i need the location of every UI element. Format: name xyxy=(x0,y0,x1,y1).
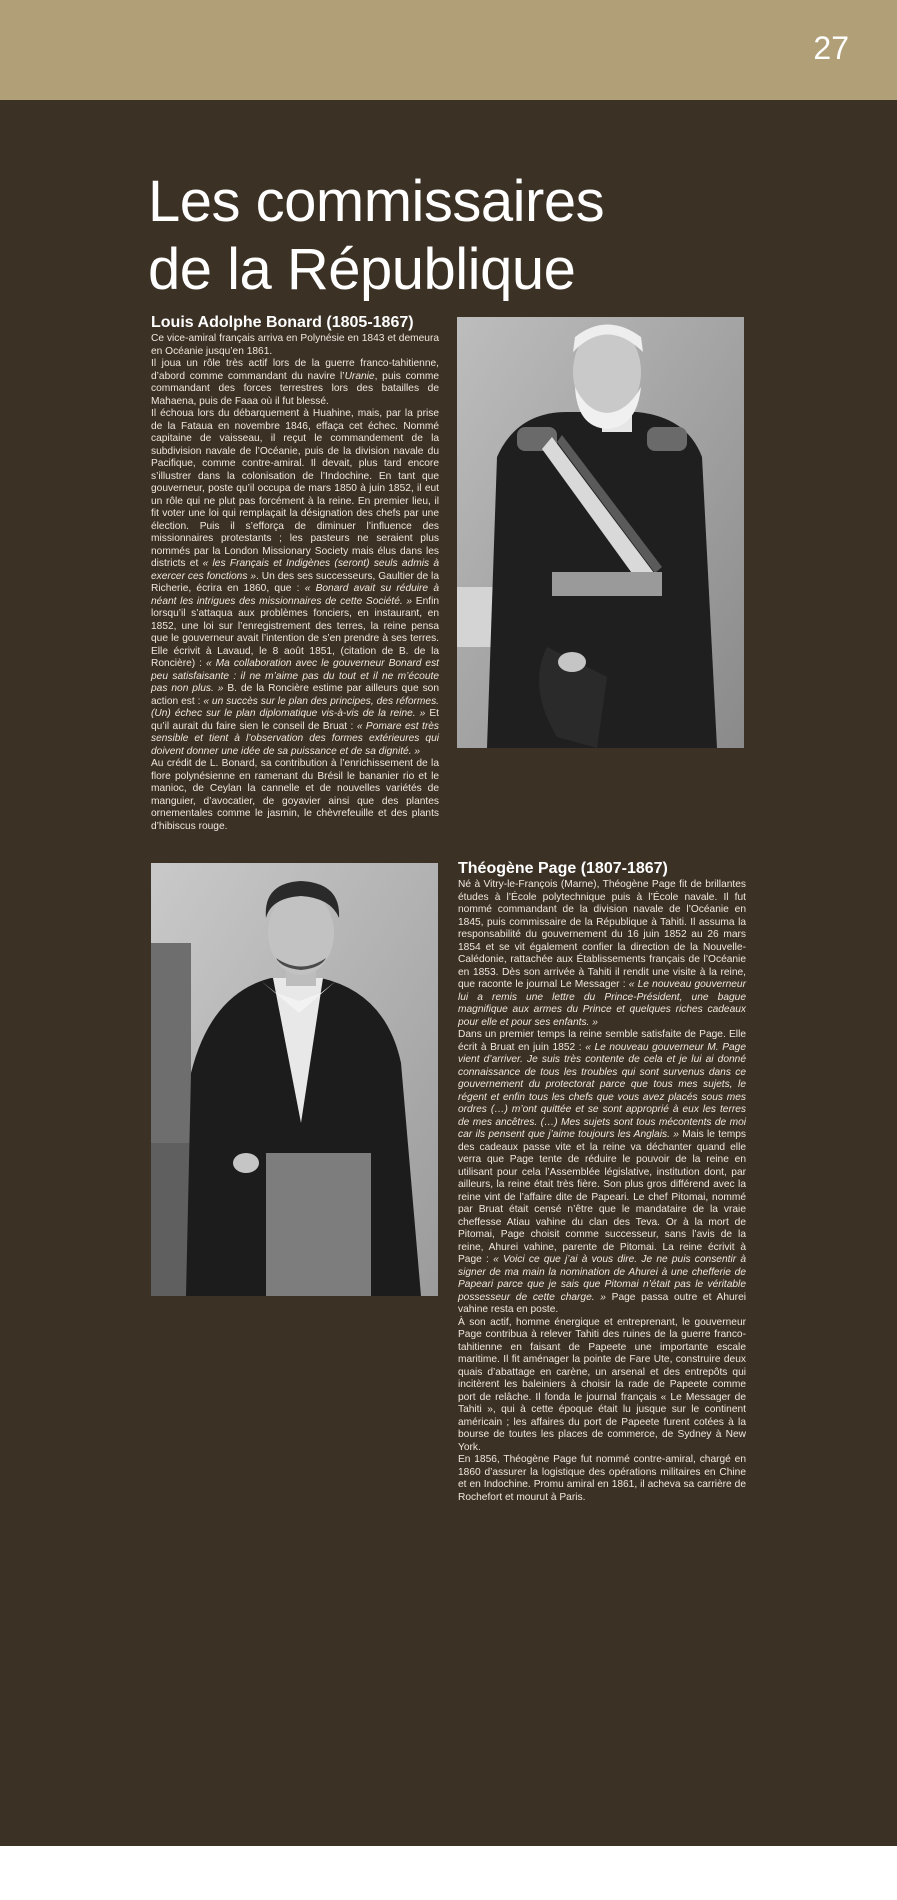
body-text: Né à Vitry-le-François (Marne), Théogène Page fit de brillantes études à l’École polytechnique puis à l’École navale. Il fut nommé commandant de la division navale de l’Océanie en 1845, puis commissaire de la République à Tahiti. Il assuma la responsabilité du gouvernement du 16 juin 1852 au 26 mars 1854 et se vit également confier la direction de la Nouvelle-Calédonie, rattachée aux Établissements français de l’Océanie en 1853. Dès son arrivée à Tahiti il rendit une visite à la reine, que raconte le journal Le Messager : xyxy=(458,879,746,990)
body-text: B. de la Roncière estime par ailleurs que son action est : xyxy=(151,683,439,707)
bonard-portrait-photo xyxy=(457,317,744,748)
quotation-text: « Bonard avait su réduire à néant les intrigues des missionnaires de cette Société. » xyxy=(151,583,439,607)
bonard-biography xyxy=(151,333,439,833)
quotation-text: « Le nouveau gouverneur lui a remis une lettre du Prince-Président, une bague magnifique aux armes du Prince et quelques riches cadeaux pour elle et pour ses enfants. » xyxy=(458,979,746,1028)
quotation-text: « un succès sur le plan des principes, des réformes. (Un) échec sur le plan diplomatique vis-à-vis de la reine. » xyxy=(151,695,439,719)
body-text: . Un des ses successeurs, Gaultier de la Richerie, écrira en 1860, que : xyxy=(151,570,439,594)
header-band xyxy=(0,0,897,100)
body-text: Il échoua lors du débarquement à Huahine, mais, par la prise de la Fataua en novembre 1846, effaça cet échec. Nommé capitaine de vaisseau, il reçut le commandement de la subdivision navale de l’Océanie, puis de la division navale du Pacifique, comme contre-amiral. Il devait, plus tard encore s’illustrer dans la colonisation de l’Indochine. En tant que gouverneur, poste qu’il occupa de mars 1850 à juin 1852, il eut un rôle qui ne plut pas forcément à la reine. En premier lieu, il fit voter une loi qui remplaçait la désignation des chefs par une élection. Puis il s’efforça de diminuer l’influence des missionnaires protestants ; les pasteurs ne seraient plus nommés par la London Missionary Society mais élus dans les districts et xyxy=(151,408,439,569)
bonard-paragraph xyxy=(151,408,439,758)
body-text: Ce vice-amiral français arriva en Polynésie en 1843 et demeura en Océanie jusqu’en 1861. xyxy=(151,333,439,357)
body-text: Et qu’il aurait du faire sien le conseil de Bruat : xyxy=(151,708,439,732)
body-text: Il joua un rôle très actif lors de la guerre franco-tahitienne, d’abord comme commandant du navire l’ xyxy=(151,358,439,382)
page-title-line-2: de la République xyxy=(148,237,576,302)
body-text: Mais le temps des cadeaux passe vite et la reine va déchanter quand elle verra que Page tente de réduire le pouvoir de la reine en utilisant pour cela l’Assemblée législative, institution dont, par ailleurs, la reine était très fière. Son plus gros différend avec la reine vint de l’affaire dite de Papeari. Le chef Pitomai, nommé par Bruat était censé n’être que le mandataire de la vraie cheffesse Atiau vahine du clan des Teva. Or à la mort de Pitomai, Page choisit comme successeur, sans l’avis de la reine, Ahurei vahine, parente de Pitomai. La reine écrivit à Page : xyxy=(458,1129,746,1265)
body-text: En 1856, Théogène Page fut nommé contre-amiral, chargé en 1860 d’assurer la logistique des opérations militaires en Chine et en Indochine. Promu amiral en 1861, il acheva sa carrière de Rochefort et mourut à Paris. xyxy=(458,1454,746,1503)
page-paragraph xyxy=(458,1454,746,1504)
page-title xyxy=(148,168,604,304)
page-portrait-photo xyxy=(151,863,438,1296)
page-paragraph xyxy=(458,1029,746,1317)
body-text: À son actif, homme énergique et entreprenant, le gouverneur Page contribua à relever Tahiti des ruines de la guerre franco-tahitienne en faisant de Papeete une importante escale maritime. Il fit aménager la pointe de Fare Ute, construire deux quais d’abattage en carène, un arsenal et des entrepôts qui incitèrent les baleiniers à choisir la rade de Papeete comme port de relâche. Il fonda le journal français « Le Messager de Tahiti », qui à cette époque était lu jusque sur le continent américain ; les affaires du port de Papeete furent cotées à la bourse de toutes les places de commerce, de Sydney à New York. xyxy=(458,1316,746,1453)
page-biography xyxy=(458,879,746,1504)
quotation-text: « Pomare est très sensible et tient à l’observation des formes extérieures qui doivent donner une idée de sa puissance et de sa dignité. » xyxy=(151,720,440,757)
bonard-paragraph xyxy=(151,758,439,833)
page-number: 27 xyxy=(813,30,849,66)
quotation-text: « les Français et Indigènes (seront) seuls admis à exercer ces fonctions » xyxy=(151,558,440,582)
body-text: Enfin lorsqu’il s’attaqua aux problèmes fonciers, en instaurant, en 1852, une loi sur l’enregistrement des terres, la reine pensa que le gouverneur avait l’intention de s’en prendre à ses terres. Elle écrivit à Lavaud, le 8 août 1851, (citation de B. de la Roncière) : xyxy=(151,595,439,669)
body-text: Dans un premier temps la reine semble satisfaite de Page. Elle écrit à Bruat en juin 1852 : xyxy=(458,1029,746,1053)
bonard-paragraph xyxy=(151,358,439,408)
page-paragraph xyxy=(458,879,746,1029)
bonard-paragraph xyxy=(151,333,439,358)
page-title-line-1: Les commissaires xyxy=(148,169,605,234)
quotation-text: « Le nouveau gouverneur M. Page vient d’arriver. Je suis très contente de cela et je lui ai donné connaissance de tous les troubles qui sont survenus dans ce gouvernement du protectorat parce que tous mes sujets, le régent et enfin tous les chefs que vous avez placés sous mes ordres (…) m’ont quittée et se sont approprié à eux les terres de mes ancêtres. (…) Mes sujets sont tous mécontents de moi car ils pensent que j’aime toujours les Anglais. » xyxy=(458,1041,746,1140)
bonard-name: Louis Adolphe Bonard (1805-1867) xyxy=(151,314,414,331)
page-name: Théogène Page (1807-1867) xyxy=(458,860,668,877)
content-panel xyxy=(0,100,897,1846)
body-text: Page passa outre et Ahurei vahine resta en poste. xyxy=(458,1291,747,1315)
quotation-text: « Ma collaboration avec le gouverneur Bonard est peu satisfaisante : il ne m’aime pas du tout et il ne m’écoute pas non plus. » xyxy=(151,658,440,694)
quotation-text: « Voici ce que j’ai à vous dire. Je ne puis consentir à signer de ma main la nomination de Ahurei à une chefferie de Papeari parce que je sais que Pitomai n’était pas le véritable possesseur de cette charge. » xyxy=(458,1254,746,1303)
page-paragraph xyxy=(458,1317,746,1455)
body-text: Au crédit de L. Bonard, sa contribution à l’enrichissement de la flore polynésienne en ramenant du Brésil le bananier rio et le manioc, de Ceylan la cannelle et de nouvelles variétés de manguier, d’avocatier, de goyavier ainsi que des plantes ornementales comme le jasmin, le chèvrefeuille et des plants d’hibiscus rouge. xyxy=(151,758,439,832)
quotation-text: Uranie xyxy=(344,370,375,382)
body-text: , puis comme commandant des forces terrestres lors des batailles de Mahaena, puis de Faaa où il fut blessé. xyxy=(151,370,439,407)
